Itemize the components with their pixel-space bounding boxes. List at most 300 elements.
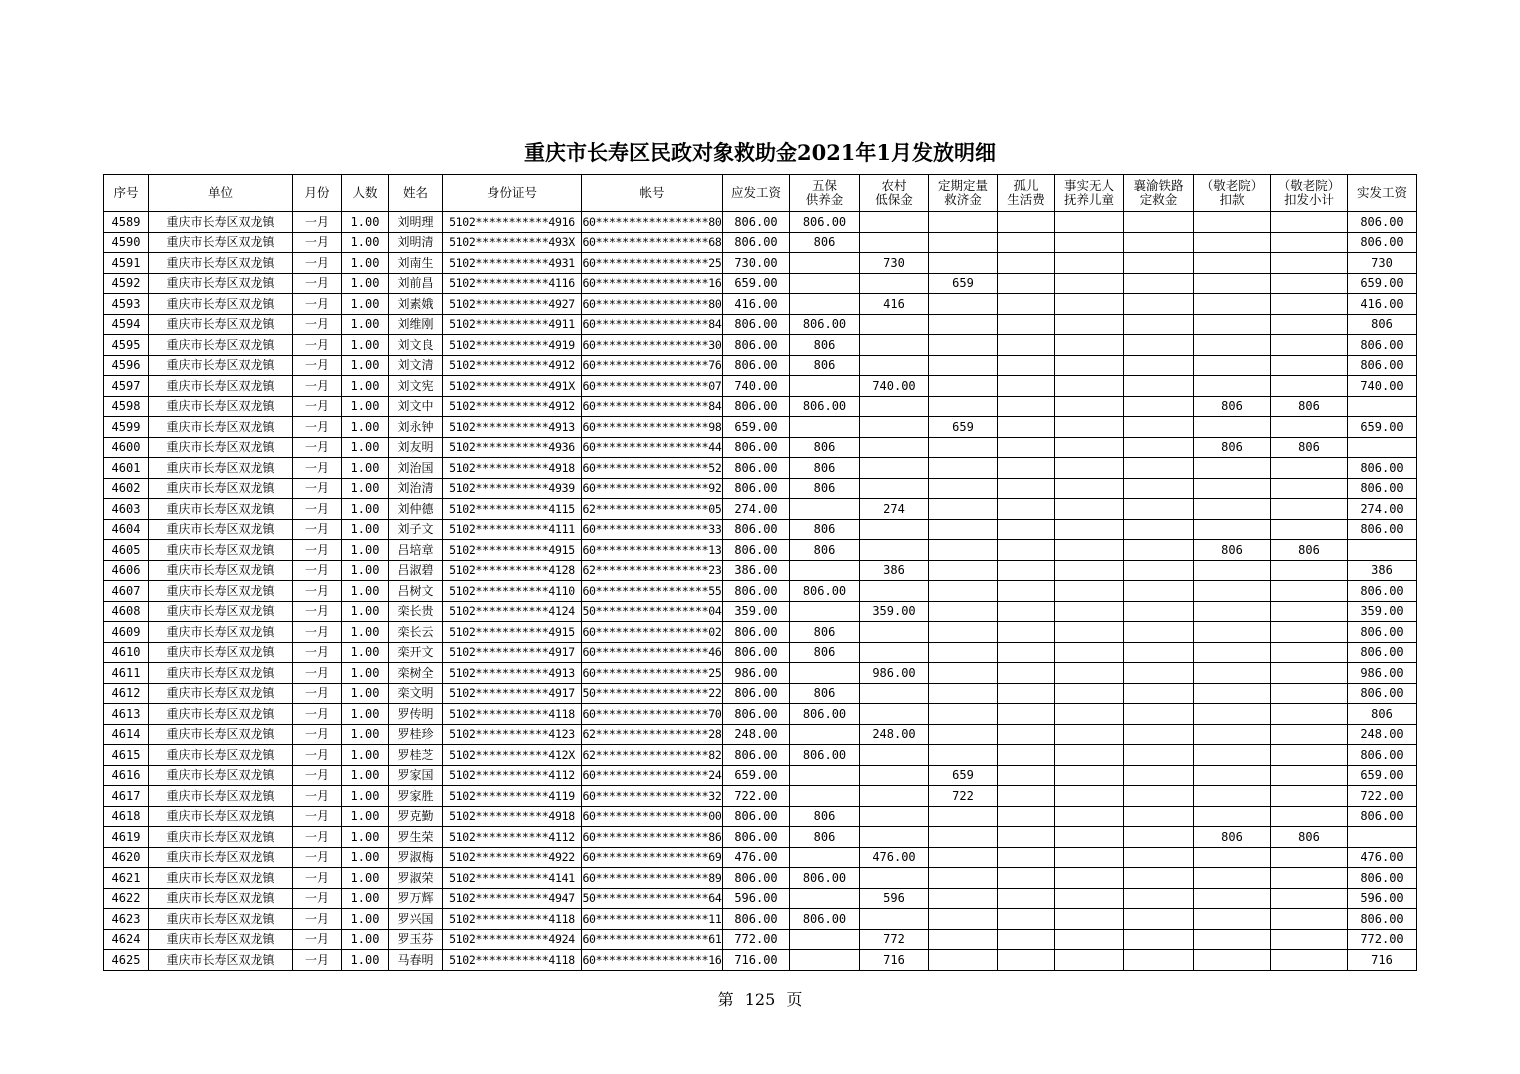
cell-account: 60*****************86 (582, 827, 723, 848)
column-header-jly-subtotal (1271, 175, 1348, 212)
cell-count: 1.00 (342, 909, 389, 930)
cell-month: 一月 (293, 745, 342, 766)
page-suffix: 页 (786, 990, 803, 1009)
cell-seq: 4615 (104, 745, 149, 766)
cell-jly-subtotal (1271, 765, 1348, 786)
cell-unit: 重庆市长寿区双龙镇 (149, 950, 293, 971)
cell-account: 60*****************68 (582, 232, 723, 253)
cell-actual: 772.00 (1348, 929, 1417, 950)
cell-dingqi (929, 437, 998, 458)
cell-xiangyu (1124, 232, 1194, 253)
table-row (104, 314, 1417, 335)
cell-seq: 4596 (104, 355, 149, 376)
cell-jly-deduct (1194, 294, 1271, 315)
cell-payable: 806.00 (723, 683, 790, 704)
cell-jly-subtotal (1271, 314, 1348, 335)
cell-dibao: 386 (860, 560, 929, 581)
cell-dibao (860, 519, 929, 540)
cell-seq: 4605 (104, 540, 149, 561)
cell-unsupported-child (1055, 396, 1124, 417)
cell-payable: 596.00 (723, 888, 790, 909)
cell-dibao: 359.00 (860, 601, 929, 622)
cell-unit: 重庆市长寿区双龙镇 (149, 273, 293, 294)
cell-count: 1.00 (342, 622, 389, 643)
cell-seq: 4622 (104, 888, 149, 909)
cell-month: 一月 (293, 519, 342, 540)
cell-unit: 重庆市长寿区双龙镇 (149, 314, 293, 335)
cell-actual (1348, 396, 1417, 417)
table-row (104, 950, 1417, 971)
table-row (104, 294, 1417, 315)
cell-payable: 722.00 (723, 786, 790, 807)
cell-month: 一月 (293, 601, 342, 622)
cell-account: 60*****************84 (582, 396, 723, 417)
cell-payable: 476.00 (723, 847, 790, 868)
cell-actual: 806.00 (1348, 335, 1417, 356)
cell-payable: 659.00 (723, 273, 790, 294)
cell-name: 刘维刚 (389, 314, 443, 335)
cell-month: 一月 (293, 786, 342, 807)
cell-unit: 重庆市长寿区双龙镇 (149, 806, 293, 827)
cell-unsupported-child (1055, 806, 1124, 827)
table-row (104, 212, 1417, 233)
cell-actual: 806.00 (1348, 581, 1417, 602)
cell-name: 罗传明 (389, 704, 443, 725)
column-header-line: 应发工资 (730, 185, 781, 200)
cell-wubao (790, 950, 860, 971)
column-header-actual (1348, 175, 1417, 212)
cell-account: 60*****************98 (582, 417, 723, 438)
cell-month: 一月 (293, 929, 342, 950)
cell-count: 1.00 (342, 827, 389, 848)
table-row (104, 888, 1417, 909)
cell-wubao: 806 (790, 519, 860, 540)
cell-id-number: 5102***********4911 (443, 314, 582, 335)
cell-id-number: 5102***********491X (443, 376, 582, 397)
cell-actual: 359.00 (1348, 601, 1417, 622)
cell-xiangyu (1124, 663, 1194, 684)
cell-unit: 重庆市长寿区双龙镇 (149, 294, 293, 315)
cell-count: 1.00 (342, 683, 389, 704)
cell-month: 一月 (293, 909, 342, 930)
cell-month: 一月 (293, 950, 342, 971)
cell-xiangyu (1124, 929, 1194, 950)
cell-payable: 806.00 (723, 212, 790, 233)
cell-xiangyu (1124, 458, 1194, 479)
cell-actual: 659.00 (1348, 417, 1417, 438)
cell-payable: 806.00 (723, 540, 790, 561)
cell-id-number: 5102***********4112 (443, 827, 582, 848)
cell-count: 1.00 (342, 806, 389, 827)
cell-id-number: 5102***********4116 (443, 273, 582, 294)
cell-dibao (860, 642, 929, 663)
cell-actual: 806.00 (1348, 683, 1417, 704)
cell-unit: 重庆市长寿区双龙镇 (149, 704, 293, 725)
cell-dingqi (929, 704, 998, 725)
cell-month: 一月 (293, 253, 342, 274)
cell-account: 50*****************04 (582, 601, 723, 622)
table-row (104, 540, 1417, 561)
table-row (104, 868, 1417, 889)
cell-orphan (998, 417, 1055, 438)
cell-xiangyu (1124, 622, 1194, 643)
cell-seq: 4620 (104, 847, 149, 868)
cell-unsupported-child (1055, 253, 1124, 274)
cell-dingqi (929, 724, 998, 745)
cell-jly-deduct (1194, 724, 1271, 745)
cell-unit: 重庆市长寿区双龙镇 (149, 458, 293, 479)
cell-dingqi: 659 (929, 417, 998, 438)
cell-wubao: 806 (790, 827, 860, 848)
column-header-orphan (998, 175, 1055, 212)
cell-dingqi (929, 888, 998, 909)
cell-dingqi (929, 581, 998, 602)
cell-seq: 4619 (104, 827, 149, 848)
cell-unsupported-child (1055, 663, 1124, 684)
cell-payable: 248.00 (723, 724, 790, 745)
cell-actual: 806.00 (1348, 642, 1417, 663)
cell-id-number: 5102***********4913 (443, 417, 582, 438)
cell-id-number: 5102***********4924 (443, 929, 582, 950)
cell-wubao: 806 (790, 437, 860, 458)
column-header-unit (149, 175, 293, 212)
column-header-line: 帐号 (639, 185, 665, 200)
cell-unsupported-child (1055, 765, 1124, 786)
cell-id-number: 5102***********4912 (443, 355, 582, 376)
cell-orphan (998, 478, 1055, 499)
cell-dibao (860, 683, 929, 704)
cell-jly-deduct (1194, 314, 1271, 335)
column-header-seq (104, 175, 149, 212)
cell-account: 62*****************28 (582, 724, 723, 745)
cell-count: 1.00 (342, 540, 389, 561)
table-row (104, 560, 1417, 581)
cell-payable: 806.00 (723, 355, 790, 376)
cell-month: 一月 (293, 540, 342, 561)
cell-orphan (998, 806, 1055, 827)
cell-account: 60*****************76 (582, 355, 723, 376)
cell-unit: 重庆市长寿区双龙镇 (149, 888, 293, 909)
cell-wubao: 806 (790, 478, 860, 499)
cell-seq: 4609 (104, 622, 149, 643)
column-header-wubao (790, 175, 860, 212)
cell-id-number: 5102***********4110 (443, 581, 582, 602)
cell-orphan (998, 355, 1055, 376)
cell-name: 吕淑碧 (389, 560, 443, 581)
cell-xiangyu (1124, 827, 1194, 848)
column-header-line: 事实无人 (1063, 178, 1114, 193)
cell-dibao (860, 745, 929, 766)
cell-wubao (790, 253, 860, 274)
cell-unsupported-child (1055, 847, 1124, 868)
cell-xiangyu (1124, 253, 1194, 274)
cell-dibao: 596 (860, 888, 929, 909)
cell-count: 1.00 (342, 601, 389, 622)
cell-count: 1.00 (342, 314, 389, 335)
cell-wubao: 806.00 (790, 868, 860, 889)
cell-count: 1.00 (342, 396, 389, 417)
cell-name: 罗万辉 (389, 888, 443, 909)
table-row (104, 827, 1417, 848)
cell-month: 一月 (293, 376, 342, 397)
column-header-count (342, 175, 389, 212)
cell-payable: 806.00 (723, 519, 790, 540)
cell-payable: 386.00 (723, 560, 790, 581)
cell-month: 一月 (293, 622, 342, 643)
cell-jly-deduct (1194, 622, 1271, 643)
cell-wubao (790, 294, 860, 315)
cell-name: 栾长贵 (389, 601, 443, 622)
table-body (104, 212, 1417, 971)
table-row (104, 724, 1417, 745)
cell-jly-deduct (1194, 888, 1271, 909)
cell-month: 一月 (293, 724, 342, 745)
cell-jly-subtotal (1271, 909, 1348, 930)
column-header-line: 实发工资 (1356, 185, 1407, 200)
cell-jly-subtotal (1271, 499, 1348, 520)
cell-count: 1.00 (342, 745, 389, 766)
cell-unit: 重庆市长寿区双龙镇 (149, 540, 293, 561)
cell-id-number: 5102***********4128 (443, 560, 582, 581)
cell-dingqi: 722 (929, 786, 998, 807)
cell-unit: 重庆市长寿区双龙镇 (149, 601, 293, 622)
column-header-line: 单位 (207, 185, 233, 200)
cell-unsupported-child (1055, 827, 1124, 848)
cell-payable: 659.00 (723, 765, 790, 786)
table-row (104, 417, 1417, 438)
cell-count: 1.00 (342, 478, 389, 499)
cell-jly-subtotal (1271, 806, 1348, 827)
cell-count: 1.00 (342, 868, 389, 889)
cell-count: 1.00 (342, 765, 389, 786)
cell-seq: 4612 (104, 683, 149, 704)
cell-unit: 重庆市长寿区双龙镇 (149, 581, 293, 602)
cell-name: 刘友明 (389, 437, 443, 458)
cell-id-number: 5102***********4915 (443, 622, 582, 643)
cell-unsupported-child (1055, 888, 1124, 909)
cell-name: 罗克勤 (389, 806, 443, 827)
cell-count: 1.00 (342, 519, 389, 540)
cell-unit: 重庆市长寿区双龙镇 (149, 232, 293, 253)
cell-payable: 806.00 (723, 396, 790, 417)
cell-dibao (860, 273, 929, 294)
cell-name: 罗桂珍 (389, 724, 443, 745)
cell-jly-deduct (1194, 232, 1271, 253)
table-row (104, 376, 1417, 397)
cell-actual: 806.00 (1348, 622, 1417, 643)
cell-dibao: 730 (860, 253, 929, 274)
cell-dingqi (929, 335, 998, 356)
cell-xiangyu (1124, 642, 1194, 663)
cell-seq: 4613 (104, 704, 149, 725)
cell-unit: 重庆市长寿区双龙镇 (149, 437, 293, 458)
column-header-line: 月份 (304, 185, 330, 200)
cell-count: 1.00 (342, 786, 389, 807)
cell-actual: 740.00 (1348, 376, 1417, 397)
cell-unit: 重庆市长寿区双龙镇 (149, 519, 293, 540)
cell-dingqi (929, 376, 998, 397)
cell-dibao: 716 (860, 950, 929, 971)
cell-orphan (998, 868, 1055, 889)
cell-id-number: 5102***********4123 (443, 724, 582, 745)
cell-seq: 4590 (104, 232, 149, 253)
cell-account: 62*****************82 (582, 745, 723, 766)
cell-actual: 806.00 (1348, 868, 1417, 889)
cell-orphan (998, 888, 1055, 909)
cell-dibao (860, 765, 929, 786)
cell-count: 1.00 (342, 499, 389, 520)
cell-jly-deduct (1194, 253, 1271, 274)
cell-xiangyu (1124, 478, 1194, 499)
cell-name: 刘文清 (389, 355, 443, 376)
cell-month: 一月 (293, 581, 342, 602)
cell-unsupported-child (1055, 335, 1124, 356)
cell-id-number: 5102***********4112 (443, 765, 582, 786)
cell-seq: 4621 (104, 868, 149, 889)
cell-jly-subtotal: 806 (1271, 437, 1348, 458)
table-row (104, 745, 1417, 766)
cell-dibao (860, 704, 929, 725)
table-row (104, 663, 1417, 684)
cell-actual (1348, 437, 1417, 458)
cell-xiangyu (1124, 868, 1194, 889)
cell-xiangyu (1124, 745, 1194, 766)
cell-dibao (860, 437, 929, 458)
cell-month: 一月 (293, 806, 342, 827)
table-row (104, 519, 1417, 540)
cell-actual (1348, 540, 1417, 561)
cell-payable: 806.00 (723, 581, 790, 602)
cell-unsupported-child (1055, 601, 1124, 622)
cell-unit: 重庆市长寿区双龙镇 (149, 909, 293, 930)
cell-jly-deduct (1194, 663, 1271, 684)
cell-account: 60*****************92 (582, 478, 723, 499)
cell-wubao (790, 376, 860, 397)
cell-orphan (998, 642, 1055, 663)
cell-jly-subtotal (1271, 663, 1348, 684)
table-header-row (104, 175, 1417, 212)
cell-count: 1.00 (342, 335, 389, 356)
cell-id-number: 5102***********4118 (443, 704, 582, 725)
cell-orphan (998, 827, 1055, 848)
cell-xiangyu (1124, 540, 1194, 561)
cell-month: 一月 (293, 560, 342, 581)
cell-month: 一月 (293, 663, 342, 684)
cell-id-number: 5102***********4916 (443, 212, 582, 233)
cell-dibao (860, 355, 929, 376)
cell-dibao (860, 458, 929, 479)
cell-payable: 416.00 (723, 294, 790, 315)
cell-unsupported-child (1055, 458, 1124, 479)
cell-dingqi (929, 683, 998, 704)
column-header-line: 襄渝铁路 (1133, 178, 1184, 193)
cell-id-number: 5102***********4939 (443, 478, 582, 499)
cell-orphan (998, 253, 1055, 274)
cell-seq: 4597 (104, 376, 149, 397)
cell-account: 62*****************23 (582, 560, 723, 581)
cell-account: 60*****************52 (582, 458, 723, 479)
cell-jly-deduct (1194, 765, 1271, 786)
cell-orphan (998, 663, 1055, 684)
cell-payable: 659.00 (723, 417, 790, 438)
table-row (104, 704, 1417, 725)
cell-unsupported-child (1055, 417, 1124, 438)
cell-name: 刘明理 (389, 212, 443, 233)
cell-dingqi (929, 642, 998, 663)
cell-id-number: 5102***********4913 (443, 663, 582, 684)
cell-unit: 重庆市长寿区双龙镇 (149, 376, 293, 397)
cell-orphan (998, 519, 1055, 540)
cell-dingqi (929, 601, 998, 622)
cell-orphan (998, 314, 1055, 335)
cell-unsupported-child (1055, 642, 1124, 663)
cell-dibao (860, 909, 929, 930)
cell-actual: 659.00 (1348, 765, 1417, 786)
cell-actual: 476.00 (1348, 847, 1417, 868)
column-header-line: 定期定量 (937, 178, 988, 193)
cell-xiangyu (1124, 909, 1194, 930)
table-row (104, 642, 1417, 663)
cell-orphan (998, 704, 1055, 725)
cell-wubao (790, 765, 860, 786)
cell-wubao (790, 663, 860, 684)
cell-count: 1.00 (342, 847, 389, 868)
cell-unit: 重庆市长寿区双龙镇 (149, 396, 293, 417)
cell-month: 一月 (293, 437, 342, 458)
cell-account: 60*****************46 (582, 642, 723, 663)
cell-count: 1.00 (342, 888, 389, 909)
cell-dingqi (929, 253, 998, 274)
cell-name: 罗淑梅 (389, 847, 443, 868)
cell-jly-deduct (1194, 909, 1271, 930)
column-header-line: 供养金 (805, 192, 844, 207)
cell-dingqi (929, 355, 998, 376)
cell-seq: 4608 (104, 601, 149, 622)
cell-unsupported-child (1055, 622, 1124, 643)
cell-wubao: 806 (790, 540, 860, 561)
cell-id-number: 5102***********4927 (443, 294, 582, 315)
cell-account: 60*****************24 (582, 765, 723, 786)
cell-orphan (998, 232, 1055, 253)
table-row (104, 478, 1417, 499)
cell-account: 50*****************22 (582, 683, 723, 704)
cell-unit: 重庆市长寿区双龙镇 (149, 868, 293, 889)
cell-orphan (998, 683, 1055, 704)
cell-jly-deduct (1194, 601, 1271, 622)
cell-xiangyu (1124, 704, 1194, 725)
cell-unit: 重庆市长寿区双龙镇 (149, 417, 293, 438)
cell-dibao: 476.00 (860, 847, 929, 868)
column-header-account (582, 175, 723, 212)
column-header-dibao (860, 175, 929, 212)
cell-name: 罗玉芬 (389, 929, 443, 950)
cell-dingqi (929, 478, 998, 499)
column-header-line: 身份证号 (486, 185, 537, 200)
cell-count: 1.00 (342, 663, 389, 684)
cell-id-number: 5102***********4918 (443, 458, 582, 479)
cell-orphan (998, 745, 1055, 766)
cell-dibao (860, 540, 929, 561)
cell-dibao (860, 868, 929, 889)
cell-dingqi (929, 663, 998, 684)
cell-account: 62*****************05 (582, 499, 723, 520)
cell-payable: 716.00 (723, 950, 790, 971)
cell-jly-deduct (1194, 704, 1271, 725)
cell-jly-subtotal (1271, 950, 1348, 971)
cell-orphan (998, 847, 1055, 868)
cell-count: 1.00 (342, 273, 389, 294)
cell-seq: 4599 (104, 417, 149, 438)
